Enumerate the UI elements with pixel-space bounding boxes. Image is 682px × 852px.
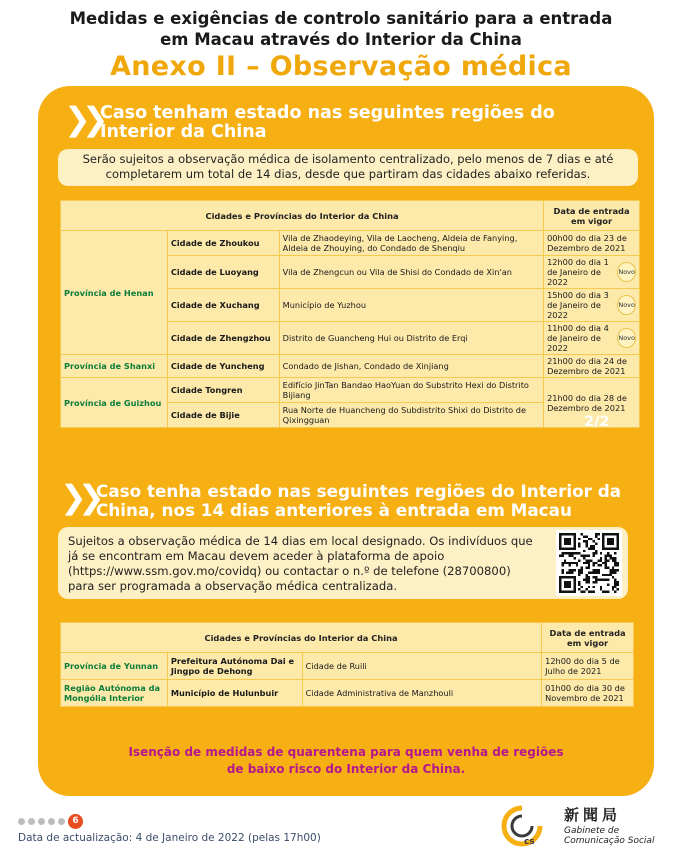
city-cell: Cidade de Xuchang <box>167 289 279 322</box>
qr-code-icon <box>559 533 619 593</box>
page-dot[interactable] <box>28 818 35 825</box>
province-cell: Região Autónoma da Mongólia Interior <box>61 680 168 707</box>
double-chevron-icon: ❯❯ <box>60 478 96 516</box>
section2-note-line: para ser programada a observação médica centralizada. <box>68 579 398 593</box>
logo-portuguese <box>564 826 654 846</box>
gcs-logo-icon <box>500 804 544 848</box>
city-cell: Cidade de Yuncheng <box>167 355 279 378</box>
section1-heading <box>64 100 555 142</box>
section2-note-line: já se encontram em Macau devem aceder à plataforma de apoio <box>68 549 445 563</box>
section1-note-line2: completarem um total de 14 dias, desde que partiram das cidades abaixo referidas. <box>105 167 591 181</box>
table-row <box>61 355 640 378</box>
city-cell: Município de Hulunbuir <box>167 680 302 707</box>
svg-text:cs: cs <box>524 837 535 847</box>
table-row <box>61 680 634 707</box>
area-cell: Distrito de Guancheng Hui ou Distrito de Erqi <box>279 322 543 355</box>
footnote-line1: Isenção de medidas de quarentena para quem venha de regiões <box>128 745 564 759</box>
province-cell: Província de Yunnan <box>61 653 168 680</box>
province-cell: Província de Guizhou <box>61 378 168 428</box>
date-text: 11h00 do dia 4 de Janeiro de 2022 <box>547 323 609 353</box>
date-cell <box>544 322 640 355</box>
city-cell: Cidade de Luoyang <box>167 256 279 289</box>
area-cell: Cidade Administrativa de Manzhouli <box>302 680 542 707</box>
city-cell: Cidade de Bijie <box>167 403 279 428</box>
page-dot-current[interactable]: 6 <box>68 814 83 829</box>
page-dot[interactable] <box>48 818 55 825</box>
section1-heading-line2: Interior da China <box>100 122 267 142</box>
page-title <box>0 8 682 50</box>
date-cell <box>544 256 640 289</box>
date-cell: 12h00 do dia 5 de Julho de 2021 <box>542 653 634 680</box>
section1-heading-line1: Caso tenham estado nas seguintes regiões do <box>100 103 555 123</box>
new-badge: Novo <box>617 262 636 282</box>
section2-heading <box>60 478 622 520</box>
section1-note <box>58 149 638 186</box>
table-section2 <box>60 622 634 707</box>
footnote-line2: de baixo risco do Interior da China. <box>226 762 466 776</box>
page-dot[interactable] <box>58 818 65 825</box>
city-cell: Cidade Tongren <box>167 378 279 403</box>
date-cell: 01h00 do dia 30 de Novembro de 2021 <box>542 680 634 707</box>
new-badge: Novo <box>617 295 636 315</box>
area-cell: Condado de Jishan, Condado de Xinjiang <box>279 355 543 378</box>
area-cell: Cidade de Ruili <box>302 653 542 680</box>
qr-code[interactable] <box>556 530 622 596</box>
logo-chinese: 新聞局 <box>564 806 622 824</box>
section2-note-line: (https://www.ssm.gov.mo/covidq) ou contactar o n.º de telefone (28700800) <box>68 564 511 578</box>
section2-note-line: Sujeitos a observação médica de 14 dias em local designado. Os indivíduos que <box>68 534 533 548</box>
pagination-dots <box>18 814 83 829</box>
date-cell: 00h00 do dia 23 de Dezembro de 2021 <box>544 231 640 256</box>
section2-heading-line1: Caso tenha estado nas seguintes regiões do Interior da <box>96 481 622 501</box>
double-chevron-icon: ❯❯ <box>64 100 100 138</box>
page-dot[interactable] <box>18 818 25 825</box>
exemption-footnote <box>38 744 654 778</box>
page-title-line2: em Macau através do Interior da China <box>160 30 522 49</box>
page-subtitle: Anexo II – Observação médica <box>110 51 572 82</box>
date-text: 15h00 do dia 3 de Janeiro de 2022 <box>547 290 609 320</box>
page-dot[interactable] <box>38 818 45 825</box>
col-header-region: Cidades e Províncias do Interior da China <box>61 201 544 231</box>
col-header-date: Data de entrada em vigor <box>542 623 634 653</box>
page-indicator: 2/2 <box>584 414 610 430</box>
section2-heading-line2: China, nos 14 dias anteriores à entrada em Macau <box>96 500 572 520</box>
logo-line1: Gabinete de <box>564 826 620 836</box>
page-title-line1: Medidas e exigências de controlo sanitário para a entrada <box>69 9 613 28</box>
city-cell: Prefeitura Autónoma Dai e Jingpo de Dehong <box>167 653 302 680</box>
section1-note-line1: Serão sujeitos a observação médica de isolamento centralizado, pelo menos de 7 dias e até <box>82 152 614 166</box>
new-badge: Novo <box>617 328 636 348</box>
area-cell: Rua Norte de Huancheng do Subdistrito Shixi do Distrito de Qixingguan <box>279 403 543 428</box>
col-header-date: Data de entrada em vigor <box>544 201 640 231</box>
logo-line2: Comunicação Social <box>564 836 655 846</box>
area-cell: Vila de Zhaodeying, Vila de Laocheng, Aldeia de Fanying, Aldeia de Zhouying, do Condado de Shenqiu <box>279 231 543 256</box>
date-cell: 21h00 do dia 28 de Dezembro de 2021 <box>544 378 640 428</box>
province-cell: Província de Henan <box>61 231 168 355</box>
area-cell: Edifício JinTan Bandao HaoYuan do Substrito Hexi do Distrito Bijiang <box>279 378 543 403</box>
city-cell: Cidade de Zhoukou <box>167 231 279 256</box>
table-row <box>61 653 634 680</box>
table-row <box>61 231 640 256</box>
area-cell: Município de Yuzhou <box>279 289 543 322</box>
date-text: 12h00 do dia 1 de Janeiro de 2022 <box>547 257 609 287</box>
gcs-logo <box>500 804 680 848</box>
section2-note <box>58 527 628 599</box>
table-row <box>61 378 640 403</box>
date-cell: 21h00 do dia 24 de Dezembro de 2021 <box>544 355 640 378</box>
update-date: Data de actualização: 4 de Janeiro de 2022 (pelas 17h00) <box>18 832 321 844</box>
city-cell: Cidade de Zhengzhou <box>167 322 279 355</box>
table-section1 <box>60 200 640 428</box>
province-cell: Província de Shanxi <box>61 355 168 378</box>
area-cell: Vila de Zhengcun ou Vila de Shisi do Condado de Xin'an <box>279 256 543 289</box>
col-header-region: Cidades e Províncias do Interior da China <box>61 623 542 653</box>
date-cell <box>544 289 640 322</box>
